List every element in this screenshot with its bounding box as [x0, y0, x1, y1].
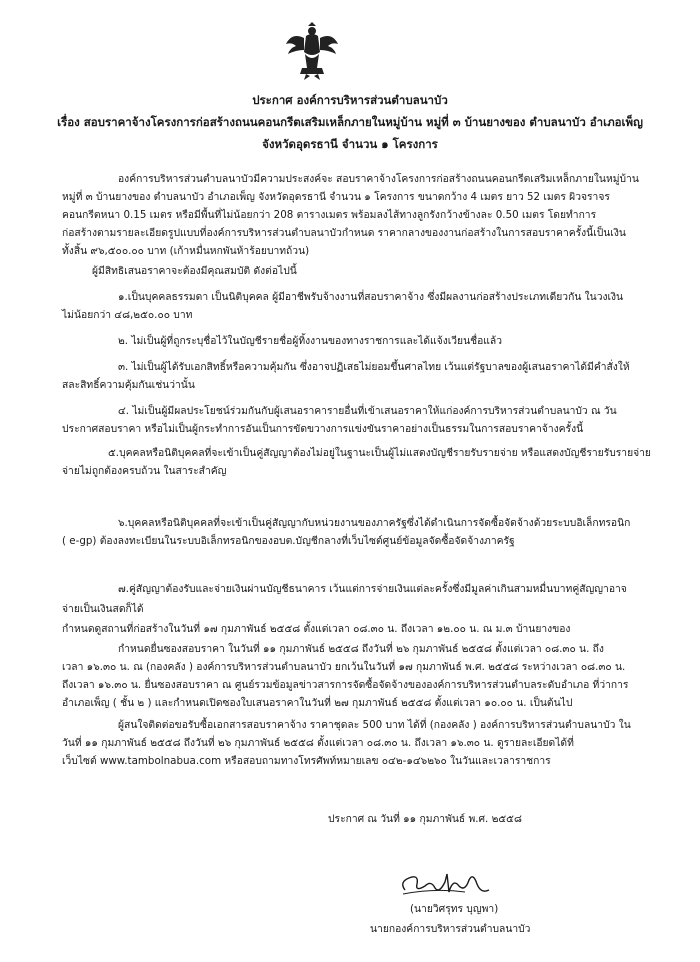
submission-line-cont: ถึงเวลา ๑๖.๓๐ น. ยื่นซองสอบราคา ณ ศูนย์รวมข้อมูลข่าวสารการจัดซื้อจัดจ้างขององค์การบริหารส่วนตำบลระดับอำเภอ ที่ว่าการ [62, 679, 629, 691]
subject-line: เรื่อง สอบราคาจ้างโครงการก่อสร้างถนนคอนกรีตเสริมเหล็กภายในหมู่บ้าน หมู่ที่ ๓ บ้านยางของ ตำบลนาบัว อำเภอเพ็ญ [57, 115, 643, 129]
signer-name: (นายวิศรุทร บุญพา) [410, 903, 499, 915]
submission-line-cont: เวลา ๑๖.๓๐ น. ณ (กองคลัง ) องค์การบริหารส่วนตำบลนาบัว ยกเว้นในวันที่ ๑๗ กุมภาพันธ์ พ.ศ. ๒๕๕๘ ระหว่างเวลา ๐๘.๓๐ น. [62, 661, 626, 673]
qualification-item-cont: จ่ายเป็นเงินสดก็ได้ [62, 603, 144, 615]
body-line: หมู่ที่ ๓ บ้านยางของ ตำบลนาบัว อำเภอเพ็ญ จังหวัดอุดรธานี จำนวน ๑ โครงการ ขนาดกว้าง 4 เมตร ยาว 52 เมตร ผิวจราจร [62, 191, 610, 203]
qualification-item: ๗.คู่สัญญาต้องรับและจ่ายเงินผ่านบัญชีธนาคาร เว้นแต่การจ่ายเงินแต่ละครั้งซึ่งมีมูลค่าเกินสามหมื่นบาทคู่สัญญาอาจ [118, 583, 627, 595]
body-line: ทั้งสิ้น ๙๖,๕๐๐.๐๐ บาท (เก้าหมื่นหกพันห้าร้อยบาทถ้วน) [62, 245, 310, 257]
qualification-item-cont: ไม่น้อยกว่า ๔๘,๒๕๐.๐๐ บาท [62, 309, 193, 321]
qualification-item: ๒. ไม่เป็นผู้ที่ถูกระบุชื่อไว้ในบัญชีรายชื่อผู้ทิ้งงานของทางราชการและได้แจ้งเวียนชื่อแล้ว [118, 335, 503, 347]
signature-icon [395, 868, 495, 900]
signer-title: นายกองค์การบริหารส่วนตำบลนาบัว [370, 923, 531, 935]
qualification-item-cont: สละสิทธิ์ความคุ้มกันเช่นว่านั้น [62, 379, 195, 391]
documents-line: ผู้สนใจติดต่อขอรับซื้อเอกสารสอบราคาจ้าง ราคาชุดละ 500 บาท ได้ที่ (กองคลัง ) องค์การบริหารส่วนตำบลนาบัว ใน [118, 719, 631, 731]
body-line: องค์การบริหารส่วนตำบลนาบัวมีความประสงค์จะ สอบราคาจ้างโครงการก่อสร้างถนนคอนกรีตเสริมเหล็กภายในหมู่บ้าน [118, 173, 639, 185]
announcement-date: ประกาศ ณ วันที่ ๑๑ กุมภาพันธ์ พ.ศ. ๒๕๕๘ [328, 813, 522, 825]
qualification-item: ๕.บุคคลหรือนิติบุคคลที่จะเข้าเป็นคู่สัญญาต้องไม่อยู่ในฐานะเป็นผู้ไม่แสดงบัญชีรายรับรายจ่าย หรือแสดงบัญชีรายรับรายจ่าย [108, 447, 651, 459]
announcement-title: ประกาศ องค์การบริหารส่วนตำบลนาบัว [252, 93, 448, 107]
qualification-item: ๔. ไม่เป็นผู้มีผลประโยชน์ร่วมกันกับผู้เสนอราคารายอื่นที่เข้าเสนอราคาให้แก่องค์การบริหารส่วนตำบลนาบัว ณ วัน [118, 405, 617, 417]
site-visit-line: กำหนดดูสถานที่ก่อสร้างในวันที่ ๑๗ กุมภาพันธ์ ๒๕๕๘ ตั้งแต่เวลา ๐๘.๓๐ น. ถึงเวลา ๑๒.๐๐ น. ณ ม.๓ บ้านยางของ [62, 623, 571, 635]
qualification-item: ๑.เป็นบุคคลธรรมดา เป็นนิติบุคคล ผู้มีอาชีพรับจ้างงานที่สอบราคาจ้าง ซึ่งมีผลงานก่อสร้างประเภทเดียวกัน ในวงเงิน [118, 291, 624, 303]
submission-line: กำหนดยื่นซองสอบราคา ในวันที่ ๑๑ กุมภาพันธ์ ๒๕๕๘ ถึงวันที่ ๒๖ กุมภาพันธ์ ๒๕๕๘ ตั้งแต่เวลา ๐๘.๓๐ น. ถึง [118, 643, 604, 655]
garuda-emblem-icon [284, 22, 340, 82]
documents-line-cont: วันที่ ๑๑ กุมภาพันธ์ ๒๕๕๘ ถึงวันที่ ๒๖ กุมภาพันธ์ ๒๕๕๘ ตั้งแต่เวลา ๐๘.๓๐ น. ถึงเวลา ๑๖.๓๐ น. ดูรายละเอียดได้ที่ [62, 737, 574, 749]
qualification-item: ๓. ไม่เป็นผู้ได้รับเอกสิทธิ์หรือความคุ้มกัน ซึ่งอาจปฏิเสธไม่ยอมขึ้นศาลไทย เว้นแต่รัฐบาลของผู้เสนอราคาได้มีคำสั่งให้ [118, 361, 630, 373]
submission-line-cont: อำเภอเพ็ญ ( ชั้น ๒ ) และกำหนดเปิดซองใบเสนอราคาในวันที่ ๒๗ กุมภาพันธ์ ๒๕๕๘ ตั้งแต่เวลา ๑๐.๐๐ น. เป็นต้นไป [62, 697, 573, 709]
subject-line-continued: จังหวัดอุดรธานี จำนวน ๑ โครงการ [262, 137, 438, 151]
qualification-item-cont: ประกาศสอบราคา หรือไม่เป็นผู้กระทำการอันเป็นการขัดขวางการแข่งขันราคาอย่างเป็นธรรมในการสอบราคาจ้างครั้งนี้ [62, 423, 584, 435]
qualifications-heading: ผู้มีสิทธิเสนอราคาจะต้องมีคุณสมบัติ ดังต่อไปนี้ [92, 265, 297, 277]
qualification-item-cont: จ่ายไม่ถูกต้องครบถ้วน ในสาระสำคัญ [62, 465, 227, 477]
qualification-item-cont: ( e-gp) ต้องลงทะเบียนในระบบอิเล็กทรอนิกของอบต.บัญชีกลางที่เว็บไซต์ศูนย์ข้อมูลจัดซื้อจัดจ้างภาครัฐ [62, 535, 515, 547]
body-line: คอนกรีตหนา 0.15 เมตร หรือมีพื้นที่ไม่น้อยกว่า 208 ตารางเมตร พร้อมลงไส้ทางลูกรังกว้างข้างละ 0.50 เมตร โดยทำการ [62, 209, 597, 221]
body-line: ก่อสร้างตามรายละเอียดรูปแบบที่องค์การบริหารส่วนตำบลนาบัวกำหนด ราคากลางของงานก่อสร้างในการสอบราคาครั้งนี้เป็นเงิน [62, 227, 626, 239]
contact-line: เว็บไซต์ www.tambolnabua.com หรือสอบถามทางโทรศัพท์หมายเลข ๐๔๒-๑๔๖๒๖๐ ในวันและเวลาราชการ [62, 755, 551, 767]
qualification-item: ๖.บุคคลหรือนิติบุคคลที่จะเข้าเป็นคู่สัญญากับหน่วยงานของภาครัฐซึ่งได้ดำเนินการจัดซื้อจัดจ้างด้วยระบบอิเล็กทรอนิก [118, 517, 631, 529]
